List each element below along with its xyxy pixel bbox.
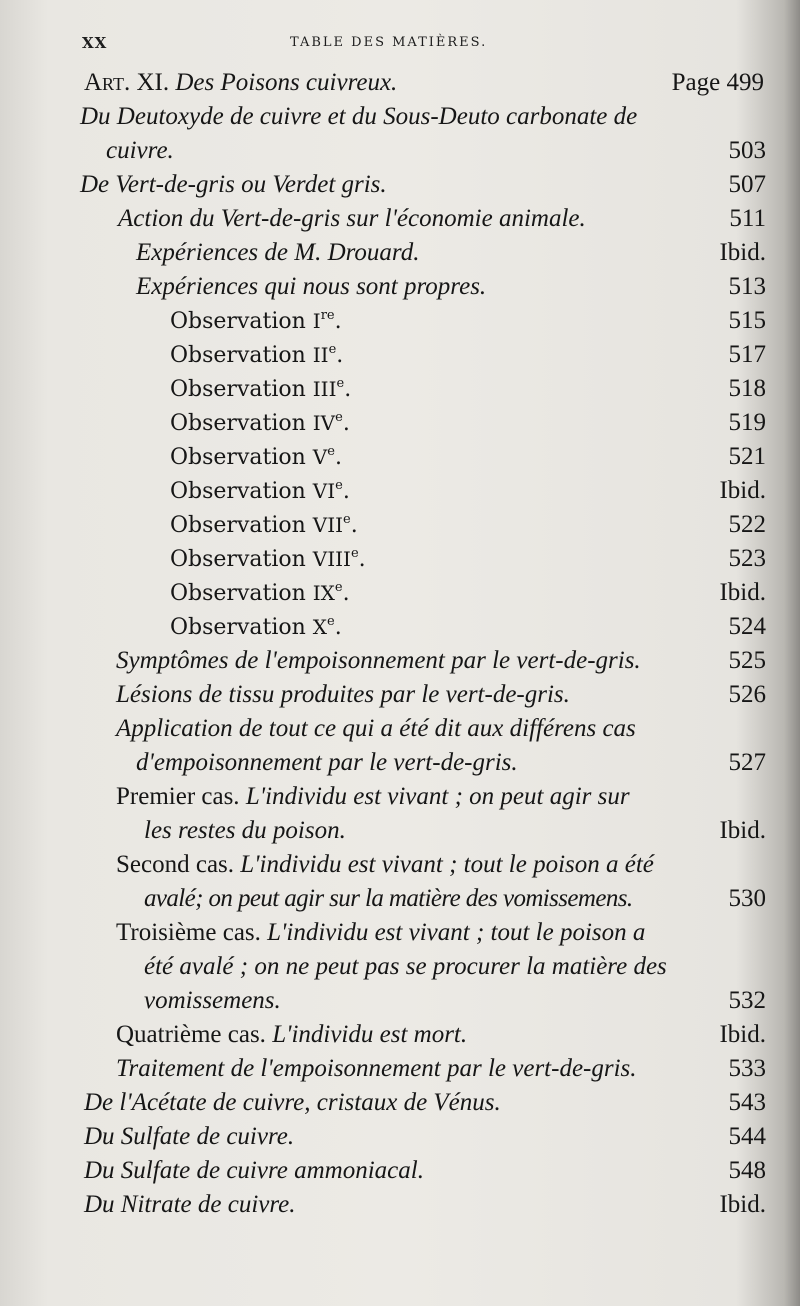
entry-text: L'individu est mort. xyxy=(272,1021,468,1048)
page-number: 517 xyxy=(728,341,766,368)
observation-ordinal: re xyxy=(320,308,335,323)
entry-text: avalé; on peut agir sur la matière des vomissemens. xyxy=(144,885,633,912)
entry-text: les restes du poison. xyxy=(144,817,346,844)
observation-number: IX xyxy=(312,581,335,605)
observation-ordinal: e xyxy=(336,376,345,391)
observation-ordinal: e xyxy=(343,512,351,527)
toc-entry-sulfate xyxy=(84,1120,766,1154)
toc-entry-observation: Observation IIe. 517 xyxy=(170,338,766,372)
page-number: 518 xyxy=(728,375,766,402)
toc-entry-troisieme-cas xyxy=(116,916,766,950)
observation-ordinal: e xyxy=(327,444,335,459)
toc-entry-vert-de-gris xyxy=(80,168,766,202)
page-label: Page xyxy=(671,69,721,96)
page-number: 507 xyxy=(728,171,766,198)
toc-entry-sulfate-ammoniacal xyxy=(84,1154,766,1188)
toc-entry-traitement xyxy=(116,1052,766,1086)
observation-number: V xyxy=(312,445,328,469)
entry-text: Application de tout ce qui a été dit aux différens cas xyxy=(116,715,636,742)
page-number: Ibid. xyxy=(719,1191,766,1218)
toc-entry-premier-cas-cont xyxy=(144,814,766,848)
toc-entry-symptomes xyxy=(116,644,766,678)
article-label: Art. xyxy=(84,69,131,96)
running-head xyxy=(82,34,762,54)
observation-number: I xyxy=(312,309,321,333)
observation-label: Observation xyxy=(170,343,306,368)
page-number: 513 xyxy=(728,273,766,300)
observation-number: IV xyxy=(312,411,336,435)
observation-number: VIII xyxy=(312,547,351,571)
toc-entry-observation: Observation IXe. Ibid. xyxy=(170,576,766,610)
observation-number: III xyxy=(312,377,337,401)
page-number: 523 xyxy=(728,545,766,572)
toc-entry-art-xi xyxy=(84,66,764,100)
observation-ordinal: e xyxy=(327,614,335,629)
toc-entry-observation: Observation Ve. 521 xyxy=(170,440,766,474)
page-number: Ibid. xyxy=(719,1021,766,1048)
observation-ordinal: e xyxy=(350,546,359,561)
page-number: Ibid. xyxy=(719,817,766,844)
entry-text: Du Nitrate de cuivre. xyxy=(84,1191,296,1218)
observation-label: Observation xyxy=(170,309,306,334)
toc-entry-observation: Observation VIIe. 522 xyxy=(170,508,766,542)
observation-label: Observation xyxy=(170,513,306,538)
entry-text: cuivre. xyxy=(106,137,174,164)
page-number: 526 xyxy=(728,681,766,708)
observation-number: II xyxy=(312,343,329,367)
observation-label: Observation xyxy=(170,615,306,640)
article-number: XI. xyxy=(136,69,170,96)
toc-entry-troisieme-cas-cont2 xyxy=(144,984,766,1018)
toc-entry-lesions xyxy=(116,678,766,712)
page-number: 543 xyxy=(728,1089,766,1116)
article-title: Des Poisons cuivreux. xyxy=(175,69,398,96)
entry-text: Du Sulfate de cuivre ammoniacal. xyxy=(84,1157,424,1184)
observation-number: VII xyxy=(312,513,344,537)
observation-ordinal: e xyxy=(334,580,343,595)
entry-text: d'empoisonnement par le vert-de-gris. xyxy=(136,749,518,776)
entry-text: Traitement de l'empoisonnement par le vert-de-gris. xyxy=(116,1055,637,1082)
toc-entry-observation: Observation Xe. 524 xyxy=(170,610,766,644)
entry-text: De l'Acétate de cuivre, cristaux de Vénus. xyxy=(84,1089,501,1116)
page-number: Ibid. xyxy=(719,477,766,504)
page-number: 503 xyxy=(728,137,766,164)
entry-text: Action du Vert-de-gris sur l'économie animale. xyxy=(118,205,586,232)
observation-number: VI xyxy=(312,479,336,503)
toc-entry-second-cas xyxy=(116,848,766,882)
observation-number: X xyxy=(312,615,328,639)
observation-ordinal: e xyxy=(328,342,337,357)
page-number: Ibid. xyxy=(719,239,766,266)
entry-text: Du Deutoxyde de cuivre et du Sous-Deuto carbonate de xyxy=(80,103,638,130)
running-title: TABLE DES MATIÈRES. xyxy=(290,35,488,50)
toc-entry-observation: Observation VIIIe. 523 xyxy=(170,542,766,576)
page-number: 511 xyxy=(729,205,766,232)
entry-text: Lésions de tissu produites par le vert-de-gris. xyxy=(116,681,570,708)
toc-entry-observation: Observation Ire. 515 xyxy=(170,304,766,338)
toc-entry-quatrieme-cas xyxy=(116,1018,766,1052)
page-number: 544 xyxy=(728,1123,766,1150)
observation-label: Observation xyxy=(170,445,306,470)
toc-entry-deutoxyde xyxy=(80,100,760,134)
toc-entry-second-cas-cont xyxy=(144,882,766,916)
toc-entry-observation: Observation IVe. 519 xyxy=(170,406,766,440)
page-number: 527 xyxy=(728,749,766,776)
case-label: Troisième cas. xyxy=(116,919,261,946)
page-number: 530 xyxy=(728,885,766,912)
toc-entry-action xyxy=(118,202,766,236)
observation-label: Observation xyxy=(170,479,306,504)
observation-ordinal: e xyxy=(335,478,343,493)
toc-entry-experiences-propres xyxy=(136,270,766,304)
toc-entry-observation: Observation VIe. Ibid. xyxy=(170,474,766,508)
observation-ordinal: e xyxy=(335,410,343,425)
entry-text: vomissemens. xyxy=(144,987,281,1014)
case-label: Premier cas. xyxy=(116,783,240,810)
case-label: Quatrième cas. xyxy=(116,1021,266,1048)
entry-text: Expériences qui nous sont propres. xyxy=(136,273,487,300)
observation-label: Observation xyxy=(170,377,306,402)
entry-text: De Vert-de-gris ou Verdet gris. xyxy=(80,171,387,198)
entry-text: Symptômes de l'empoisonnement par le vert-de-gris. xyxy=(116,647,641,674)
page-number: 548 xyxy=(728,1157,766,1184)
page-number: 515 xyxy=(728,307,766,334)
observation-label: Observation xyxy=(170,581,306,606)
page-number: 525 xyxy=(728,647,766,674)
page-number: 521 xyxy=(728,443,766,470)
entry-text: Expériences de M. Drouard. xyxy=(136,239,420,266)
entry-text: L'individu est vivant ; tout le poison a xyxy=(267,919,646,946)
page-number: Ibid. xyxy=(719,579,766,606)
page-number: 519 xyxy=(728,409,766,436)
page-number: 524 xyxy=(728,613,766,640)
toc-entry-application xyxy=(116,712,766,746)
page-number: 522 xyxy=(728,511,766,538)
entry-text: L'individu est vivant ; tout le poison a été xyxy=(240,851,654,878)
entry-text: Du Sulfate de cuivre. xyxy=(84,1123,295,1150)
page-number: 533 xyxy=(728,1055,766,1082)
page-number: 532 xyxy=(728,987,766,1014)
toc-entry-nitrate xyxy=(84,1188,766,1222)
toc-entry-deutoxyde-cont xyxy=(106,134,766,168)
page-folio: XX xyxy=(82,34,108,52)
page-number: 499 xyxy=(726,69,764,96)
observation-label: Observation xyxy=(170,411,306,436)
toc-entry-premier-cas xyxy=(116,780,766,814)
toc-entry-application-cont xyxy=(136,746,766,780)
toc-entry-drouard xyxy=(136,236,766,270)
toc-entry-acetate xyxy=(84,1086,766,1120)
entry-text: L'individu est vivant ; on peut agir sur xyxy=(245,783,630,810)
observation-label: Observation xyxy=(170,547,306,572)
toc-entry-observation: Observation IIIe. 518 xyxy=(170,372,766,406)
case-label: Second cas. xyxy=(116,851,235,878)
toc-entry-troisieme-cas-cont xyxy=(144,950,766,984)
entry-text: été avalé ; on ne peut pas se procurer la matière des xyxy=(144,953,667,980)
